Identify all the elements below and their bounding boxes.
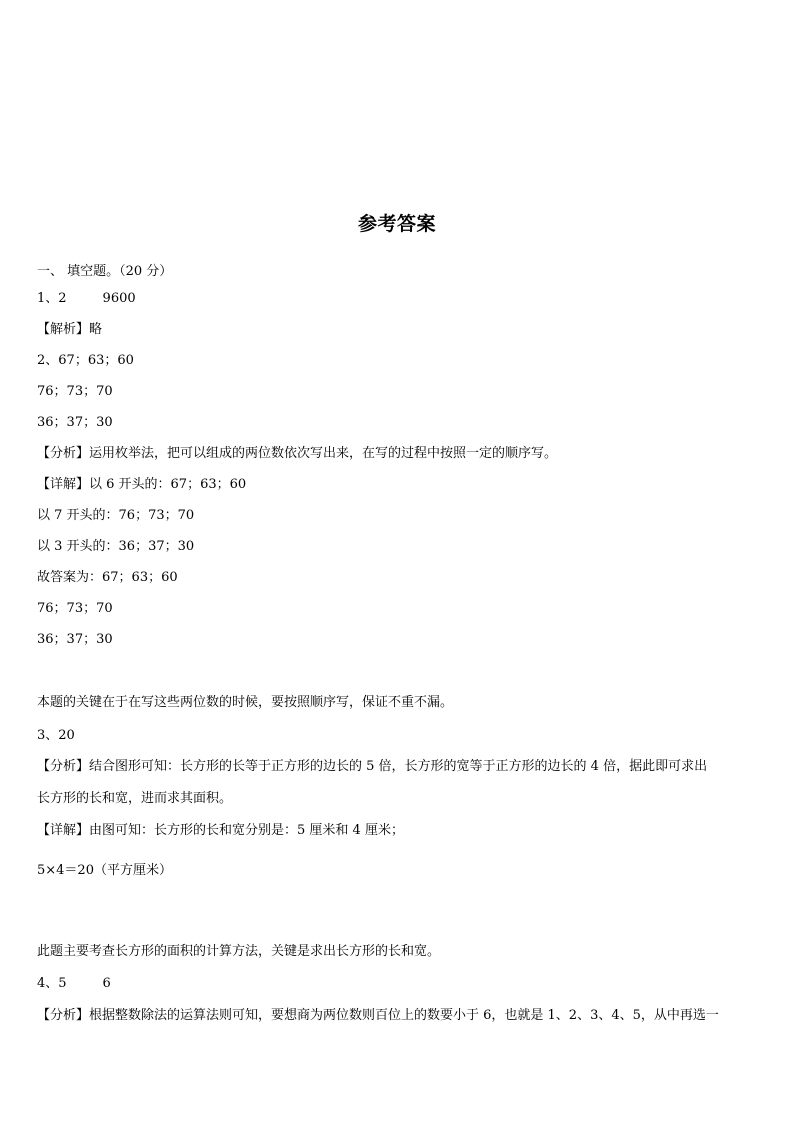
key-point-line: 本题的关键在于在写这些两位数的时候，要按照顺序写，保证不重不漏。 xyxy=(37,695,454,710)
analysis-line: 长方形的长和宽，进而求其面积。 xyxy=(37,791,233,806)
detail-line: 36；37；30 xyxy=(37,632,113,647)
section-heading: 一、 填空题。（20 分） xyxy=(37,264,173,279)
analysis-line: 【解析】略 xyxy=(37,322,103,337)
analysis-line: 【分析】根据整数除法的运算法则可知，要想商为两位数则百位上的数要小于 6，也就是 1、2、3、4、5，从中再选一 xyxy=(37,1008,719,1023)
detail-line: 【详解】以 6 开头的：67；63；60 xyxy=(37,477,247,492)
answer-q4-a: 4、5 xyxy=(37,976,67,991)
answer-q1-a: 1、2 xyxy=(37,291,67,306)
analysis-line: 【分析】运用枚举法，把可以组成的两位数依次写出来，在写的过程中按照一定的顺序写。 xyxy=(37,446,558,461)
key-point-line: 此题主要考查长方形的面积的计算方法，关键是求出长方形的长和宽。 xyxy=(37,944,441,959)
detail-line: 故答案为：67；63；60 xyxy=(37,570,178,585)
answer-line: 36；37；30 xyxy=(37,415,113,430)
answer-line xyxy=(37,290,136,308)
analysis-line: 【分析】结合图形可知：长方形的长等于正方形的边长的 5 倍，长方形的宽等于正方形的边长的 4 倍，据此即可求出 xyxy=(37,759,708,774)
answer-line: 2、67；63；60 xyxy=(37,353,134,368)
detail-line: 5×4＝20（平方厘米） xyxy=(37,863,172,878)
answer-line: 76；73；70 xyxy=(37,384,113,399)
detail-line: 以 7 开头的：76；73；70 xyxy=(37,508,195,523)
answer-q1-b: 9600 xyxy=(102,291,136,306)
answer-q4-b: 6 xyxy=(102,976,111,991)
detail-line: 以 3 开头的：36；37；30 xyxy=(37,539,195,554)
page-title: 参考答案 xyxy=(357,213,436,235)
detail-line: 76；73；70 xyxy=(37,601,113,616)
answer-line xyxy=(37,975,111,993)
answer-line: 3、20 xyxy=(37,728,75,743)
detail-line: 【详解】由图可知：长方形的长和宽分别是：5 厘米和 4 厘米； xyxy=(37,823,404,838)
